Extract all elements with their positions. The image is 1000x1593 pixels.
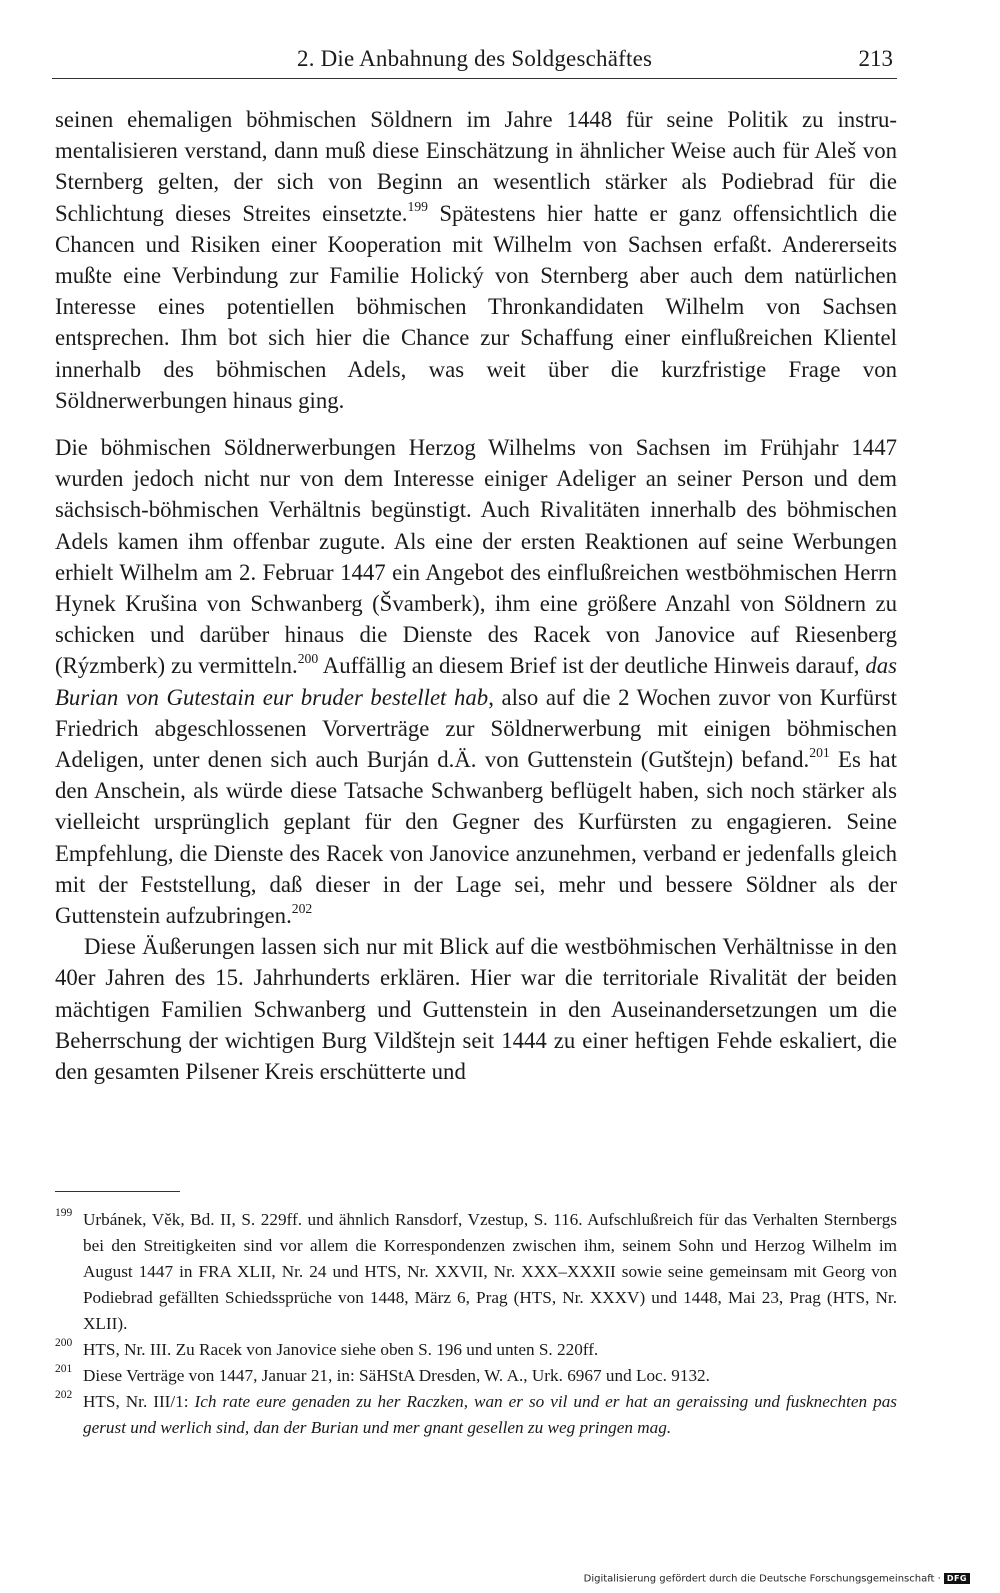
- footnote-199: [55, 1207, 897, 1337]
- paragraph-2-text-c: , also auf die 2 Wochen zuvor von Kurfürst Friedrich abgeschlossenen Vorverträge zur Söldnerwerbung mit einigen böhmischen Adeligen, unter denen sich auch Burján d.Ä. von Guttenstein (Gutštejn) befand.: [55, 684, 897, 773]
- paragraph-2-text-b: Auffällig an diesem Brief ist der deutliche Hinweis darauf,: [318, 653, 866, 679]
- main-text: [55, 104, 897, 1087]
- paragraph-2-text-d: Es hat den Anschein, als würde diese Tatsache Schwanberg beflügelt haben, sich noch stärker als vielleicht ursprünglich geplant für den Gegner des Kurfürsten zu engagieren. Seine Empfehlung, die Dienste des Racek von Janovice anzunehmen, verband er jedenfalls gleich mit der Feststellung, daß dieser in der Lage sei, mehr und bessere Söldner als der Guttenstein aufzubringen.: [55, 747, 898, 929]
- footnote-ref-201[interactable]: 201: [809, 744, 830, 760]
- paragraph-2: [55, 432, 897, 931]
- footnote-number: 202: [55, 1389, 73, 1401]
- paragraph-3-text: Diese Äußerungen lassen sich nur mit Blick auf die westböhmischen Verhältnisse in den 40er Jahren des 15. Jahrhunderts erklären. Hier war die territoriale Rivalität der beiden mächtigen Familien Schwanberg und Guttenstein in den Auseinandersetzungen um die Beherrschung der wichtigen Burg Vildštejn seit 1444 zu einer heftigen Fehde eskaliert, die den gesamten Pilsener Kreis erschütterte und: [55, 934, 897, 1085]
- page-number: 213: [858, 46, 893, 71]
- running-header: [52, 46, 897, 76]
- footnote-number: 199: [55, 1207, 73, 1219]
- footnote-number: 200: [55, 1337, 73, 1349]
- footnote-200: [55, 1337, 897, 1363]
- footnote-text: HTS, Nr. III/1:: [83, 1392, 195, 1411]
- footnote-text: HTS, Nr. III. Zu Racek von Janovice siehe oben S. 196 und unten S. 220ff.: [83, 1340, 599, 1359]
- paragraph-3: [55, 931, 897, 1087]
- footnote-rule: [55, 1191, 180, 1192]
- quoted-source-text: das Burian von Gutestain eur bruder bestellet hab: [55, 653, 897, 710]
- paragraph-1-text-b: Spätestens hier hatte er ganz offensichtlich die Chancen und Risiken einer Kooperation mit Wilhelm von Sachsen erfaßt. Andererseits mußte eine Verbindung zur Familie Holický von Sternberg aber auch dem natürlichen Interesse eines potentiellen böhmischen Thronkandidaten Wilhelm von Sachsen entsprechen. Ihm bot sich hier die Chance zur Schaffung einer einflußreichen Klientel innerhalb des böhmischen Adels, was weit über die kurzfristige Frage von Söldnerwerbungen hinaus ging.: [55, 200, 897, 413]
- header-rule: [52, 78, 897, 79]
- footnote-text: Diese Verträge von 1447, Januar 21, in: SäHStA Dresden, W. A., Urk. 6967 und Loc. 9132.: [83, 1366, 710, 1385]
- footer-text: Digitalisierung gefördert durch die Deutsche Forschungsgemeinschaft ·: [583, 1573, 941, 1585]
- dfg-logo-text: DFG: [946, 1574, 967, 1583]
- footnote-202: [55, 1389, 897, 1441]
- digitization-footer: [584, 1573, 970, 1585]
- footnote-number: 201: [55, 1363, 73, 1375]
- footnote-201: [55, 1363, 897, 1389]
- footnote-ref-200[interactable]: 200: [297, 651, 319, 667]
- running-title: 2. Die Anbahnung des Soldgeschäftes: [297, 46, 653, 71]
- footnotes: [55, 1207, 897, 1441]
- footnote-ref-199[interactable]: 199: [407, 198, 428, 214]
- footnote-quote: Ich rate eure genaden zu her Raczken, wan er so vil und er hat an geraissing und fusknechten pas gerust und werlich sind, dan der Burian und mer gnant gesellen zu weg pringen mag.: [83, 1392, 897, 1437]
- footnote-text: Urbánek, Věk, Bd. II, S. 229ff. und ähnlich Ransdorf, Vzestup, S. 116. Aufschlußreich für das Verhalten Sternbergs bei den Streitigkeiten sind vor allem die Korrespondenzen zwischen ihm, seinem Sohn und Herzog Wilhelm im August 1447 in FRA XLII, Nr. 24 und HTS, Nr. XXVII, Nr. XXX–XXXII sowie seine gemeinsam mit Georg von Podiebrad gefällten Schiedssprüche von 1448, März 6, Prag (HTS, Nr. XXXV) und 1448, Mai 23, Prag (HTS, Nr. XLII).: [83, 1210, 897, 1333]
- dfg-logo-icon: [944, 1573, 970, 1584]
- paragraph-1-text-a: seinen ehemaligen böhmischen Söldnern im Jahre 1448 für seine Politik zu instrumentalisieren verstand, dann muß diese Einschätzung in ähnlicher Weise auch für Aleš von Sternberg gelten, der sich von Beginn an wesentlich stärker als Podiebrad für die Schlichtung dieses Streites einsetzte.: [55, 107, 897, 226]
- paragraph-1: [55, 104, 897, 416]
- footnote-ref-202[interactable]: 202: [291, 900, 313, 916]
- paragraph-2-text-a: Die böhmischen Söldnerwerbungen Herzog Wilhelms von Sachsen im Frühjahr 1447 wurden jedoch nicht nur von dem Interesse einiger Adeliger an seiner Person und dem sächsisch-böhmischen Verhältnis begünstigt. Auch Rivalitäten innerhalb des böhmischen Adels kamen ihm offenbar zugute. Als eine der ersten Reaktionen auf seine Werbungen erhielt Wilhelm am 2. Februar 1447 ein Angebot des einflußreichen westböhmischen Herrn Hynek Krušina von Schwanberg (Švamberk), ihm eine größere Anzahl von Söldnern zu schicken und darüber hinaus die Dienste des Racek von Janovice auf Riesenberg (Rýzmberk) zu vermitteln.: [55, 435, 897, 679]
